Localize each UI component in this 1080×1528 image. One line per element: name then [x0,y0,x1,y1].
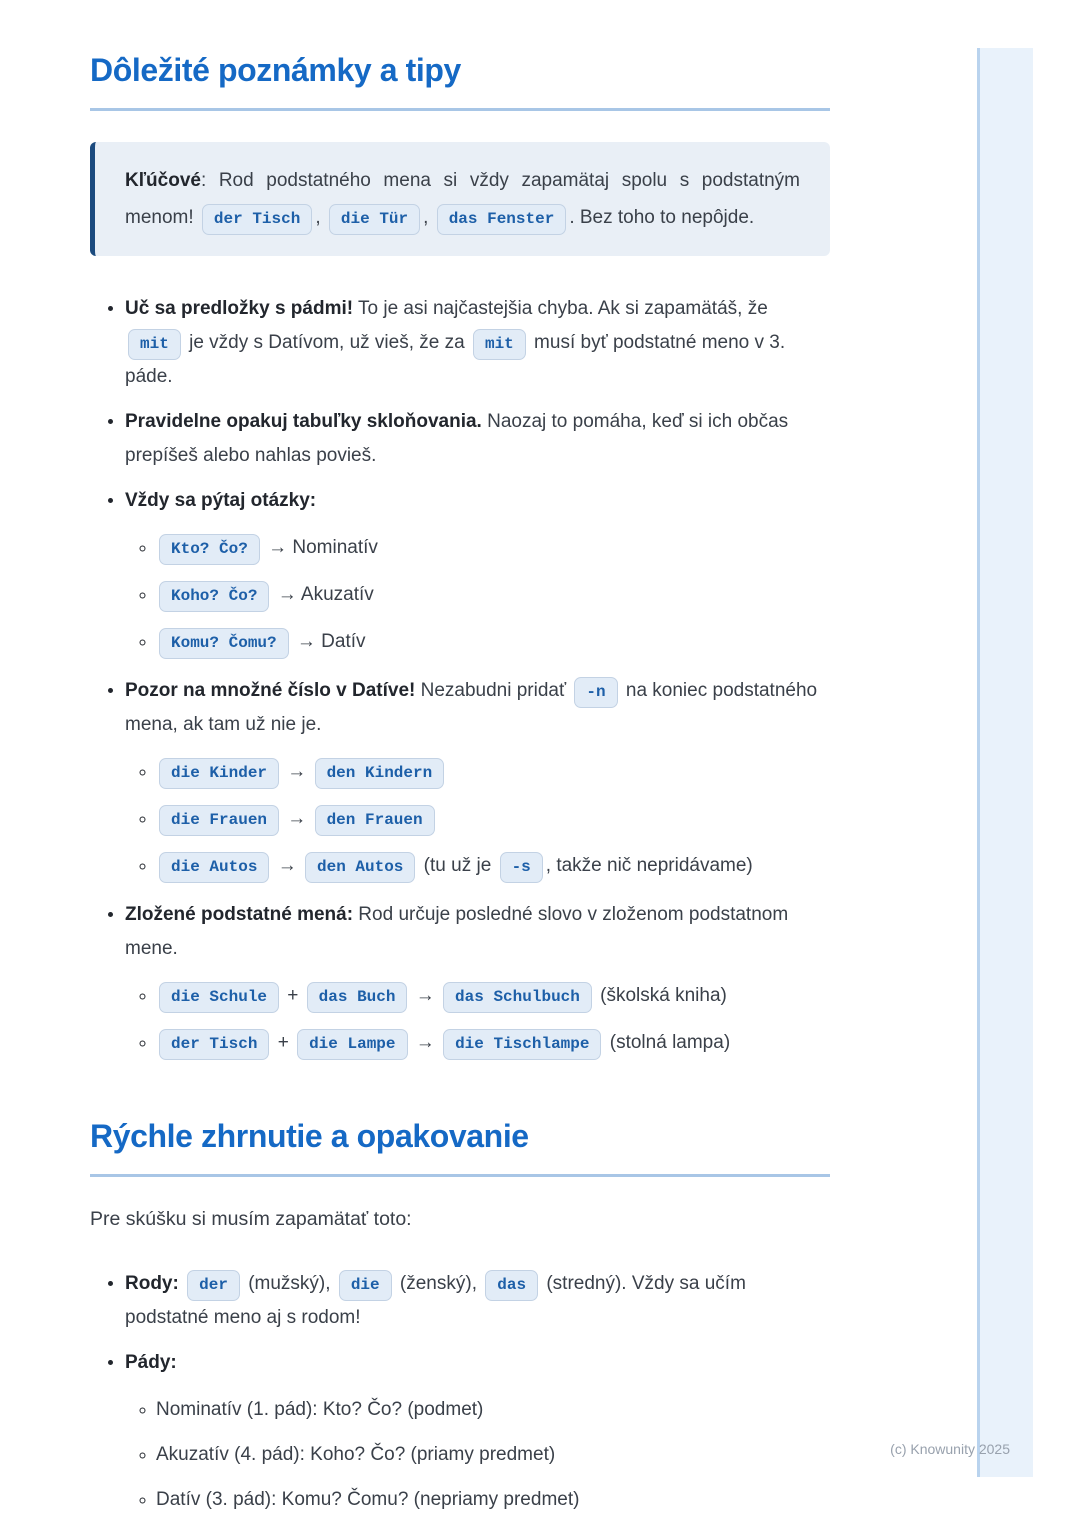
text-run: , [315,206,326,228]
sub-list-item [156,981,830,1013]
text-run: Akuzatív (4. pád): Koho? Čo? (priamy predmet) [156,1443,556,1465]
list-item [125,405,830,473]
sub-list-item [156,1028,830,1060]
sub-list-item [156,851,830,883]
notes-list [90,292,830,1060]
bold-text-run: Vždy sa pýtaj otázky: [125,489,317,511]
text-run: Rod určuje posledné slovo v zloženom podstatnom mene. [125,903,789,959]
list-item [125,484,830,659]
text-run: na koniec podstatného mena, ak tam už nie je. [125,679,818,735]
sub-list-item [156,1485,830,1515]
inline-code-chip: mit [473,329,526,360]
key-callout-text [125,162,800,236]
inline-code-chip: den Frauen [315,805,435,836]
bold-text-run: Pády: [125,1351,177,1373]
bold-text-run: Kľúčové [125,169,201,191]
sub-list-item [156,533,830,565]
inline-code-chip: der [187,1270,240,1301]
text-run: Datív (3. pád): Komu? Čomu? (nepriamy predmet) [156,1488,580,1510]
list-item [125,674,830,883]
text-run: : Rod podstatného mena si vždy zapamätaj spolu s podstatným menom! [125,169,800,228]
text-run: (stolná lampa) [604,1031,731,1053]
sub-list [125,1395,830,1515]
section-title-notes: Dôležité poznámky a tipy [90,38,830,111]
bold-text-run: Pravidelne opakuj tabuľky skloňovania. [125,410,482,432]
text-run: Nominatív (1. pád): Kto? Čo? (podmet) [156,1398,484,1420]
sub-list-item [156,804,830,836]
text-run: → Nominatív [262,536,378,558]
list-item-text [125,292,830,394]
inline-code-chip: die Tischlampe [443,1029,601,1060]
inline-code-chip: -n [574,677,617,708]
inline-code-chip: Kto? Čo? [159,534,260,565]
inline-code-chip: das [485,1270,538,1301]
bold-text-run: Uč sa predložky s pádmi! [125,297,354,319]
sub-list [125,533,830,659]
text-run: musí byť podstatné meno v 3. páde. [125,331,786,387]
inline-code-chip: das Buch [307,982,408,1013]
text-run: . Bez toho to nepôjde. [569,206,755,228]
inline-code-chip: mit [128,329,181,360]
inline-code-chip: die Schule [159,982,279,1013]
text-run: Nezabudni pridať [415,679,572,701]
text-run: , [423,206,434,228]
text-run: Naozaj to pomáha, keď si ich občas prepíšeš alebo nahlas povieš. [125,410,789,466]
text-run: → [410,984,441,1006]
text-run: → Datív [291,630,366,652]
text-run: → Akuzatív [272,583,374,605]
sub-list [125,757,830,883]
text-run: → [282,760,312,782]
copyright-footer: (c) Knowunity 2025 [890,1441,1010,1457]
inline-code-chip: die Tür [329,204,420,235]
list-item [125,1267,830,1335]
inline-code-chip: der Tisch [159,1029,269,1060]
text-run [179,1273,184,1294]
inline-code-chip: den Kindern [315,758,445,789]
inline-code-chip: Koho? Čo? [159,581,269,612]
list-item [125,1346,830,1515]
inline-code-chip: das Schulbuch [443,982,592,1013]
inline-code-chip: die Autos [159,852,269,883]
bold-text-run: Zložené podstatné mená: [125,903,354,925]
sub-list-item [156,1395,830,1425]
list-item [125,898,830,1060]
text-run: + [272,1031,295,1053]
bold-text-run: Pozor na množné číslo v Datíve! [125,679,416,701]
inline-code-chip: der Tisch [202,204,312,235]
text-run: je vždy s Datívom, už vieš, že za [183,331,470,353]
inline-code-chip: die Lampe [297,1029,407,1060]
sub-list [125,981,830,1060]
list-item-text [125,405,830,473]
inline-code-chip: die [339,1270,392,1301]
text-run: → [272,854,302,876]
text-run: (tu už je [418,854,497,876]
summary-intro: Pre skúšku si musím zapamätať toto: [90,1207,412,1230]
text-run: (ženský), [394,1272,483,1294]
page-content [90,38,830,1528]
list-item-text [125,1267,830,1335]
summary-list [90,1267,830,1515]
list-item [125,292,830,394]
text-run: → [410,1031,441,1053]
bold-text-run: Rody: [125,1272,179,1294]
list-item-text [125,674,830,742]
inline-code-chip: Komu? Čomu? [159,628,289,659]
page-edge-strip [977,48,1033,1477]
inline-code-chip: das Fenster [437,204,567,235]
section-title-summary: Rýchle zhrnutie a opakovanie [90,1104,830,1177]
list-item-text [125,1346,830,1380]
text-run: To je asi najčastejšia chyba. Ak si zapamätáš, že [353,297,768,319]
inline-code-chip: den Autos [305,852,415,883]
sub-list-item [156,1440,830,1470]
list-item-text [125,484,830,518]
inline-code-chip: -s [500,852,543,883]
inline-code-chip: die Frauen [159,805,279,836]
text-run: → [282,807,312,829]
sub-list-item [156,627,830,659]
key-callout [90,142,830,256]
text-run: (školská kniha) [594,984,727,1006]
text-run: (mužský), [242,1272,336,1294]
text-run: , takže nič nepridávame) [545,854,753,876]
inline-code-chip: die Kinder [159,758,279,789]
text-run: (stredný). Vždy sa učím podstatné meno aj s rodom! [125,1272,746,1328]
sub-list-item [156,580,830,612]
text-run: + [282,984,304,1006]
sub-list-item [156,757,830,789]
list-item-text [125,898,830,966]
